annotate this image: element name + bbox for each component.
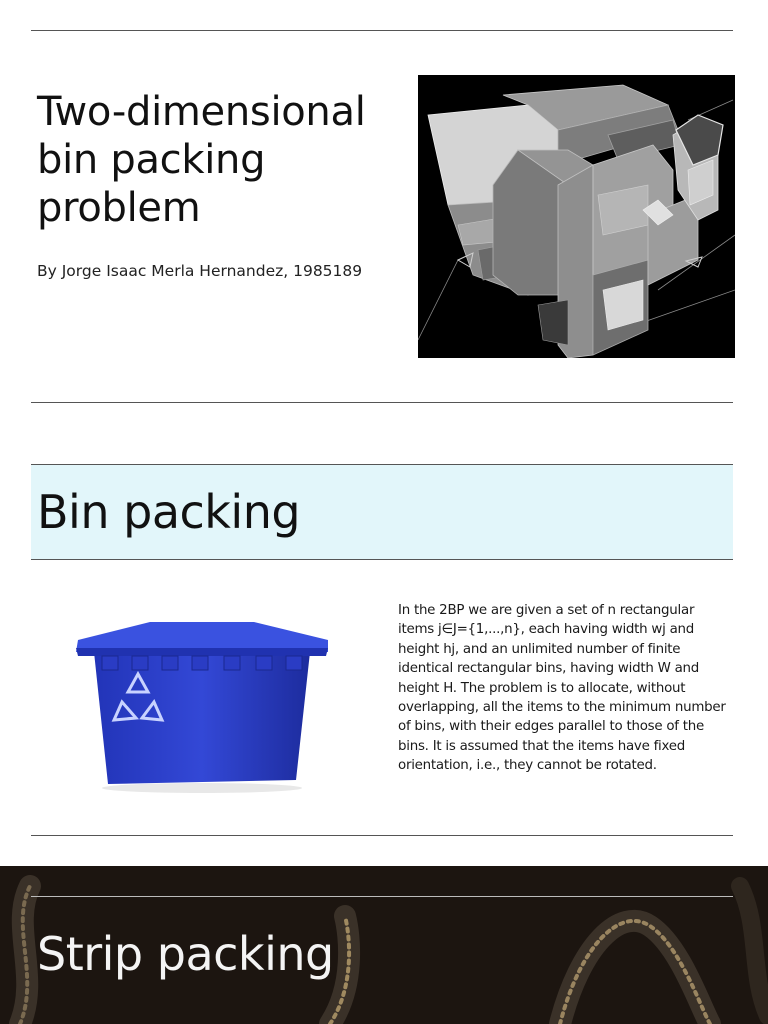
bin-packing-description: In the 2BP we are given a set of n rectangular items j∈J={1,...,n}, each having width wj and height hj, and an unlimited number of finite identical rectangular bins, having width W and height H. The problem is to allocate, without overlapping, all the items to the minimum number of bins, with their edges parallel to those of the bins. It is assumed that the items have fixed orientation, i.e., they cannot be rotated. — [398, 603, 726, 774]
section-title: Bin packing — [37, 485, 301, 539]
slide-title: Two-dimensional bin packing problem — [37, 89, 366, 231]
top-divider — [31, 30, 733, 31]
section-header-band — [31, 464, 733, 560]
section-title: Strip packing — [37, 927, 334, 981]
recycling-bin-image — [64, 612, 340, 794]
author-line: By Jorge Isaac Merla Hernandez, 1985189 — [37, 262, 363, 280]
packed-cube-image — [418, 75, 735, 358]
section-divider — [31, 835, 733, 836]
section-divider — [31, 402, 733, 403]
dark-divider — [31, 896, 733, 897]
strip-packing-slide — [0, 866, 768, 1024]
